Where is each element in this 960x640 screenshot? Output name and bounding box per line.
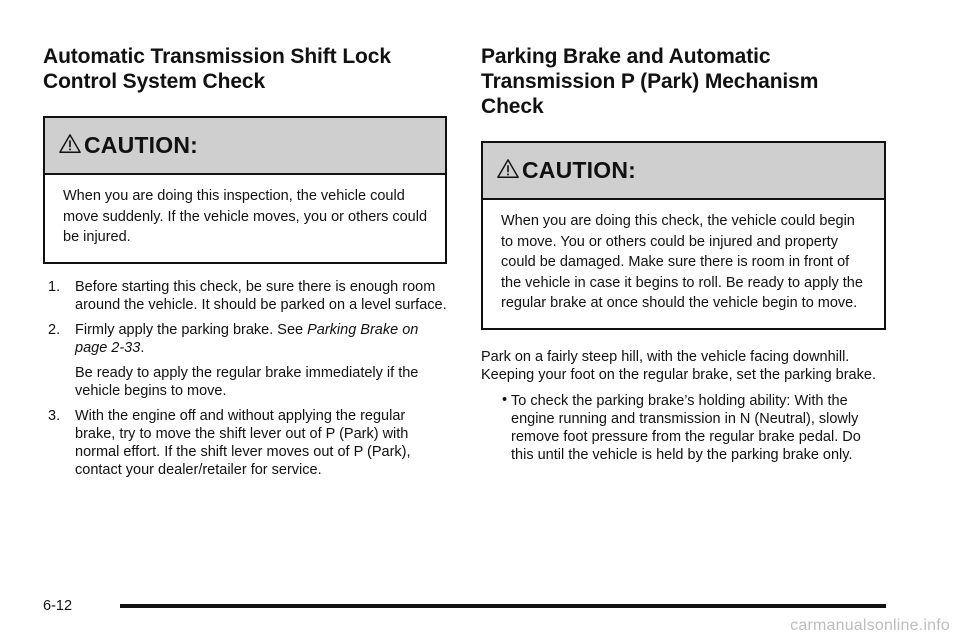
step-note: Be ready to apply the regular brake immediately if the vehicle begins to move. bbox=[75, 364, 419, 399]
footer-divider bbox=[120, 604, 886, 608]
section-heading-parking-brake: Parking Brake and Automatic Transmission P (Park) Mechanism Check bbox=[481, 45, 819, 118]
caution-box bbox=[481, 141, 886, 330]
section-heading-shift-lock: Automatic Transmission Shift Lock Control System Check bbox=[43, 45, 391, 93]
caution-box bbox=[43, 116, 447, 264]
check-steps bbox=[43, 278, 447, 357]
caution-title: CAUTION: bbox=[522, 157, 637, 183]
caution-header bbox=[45, 118, 445, 175]
left-column bbox=[43, 44, 447, 486]
check-steps-continued bbox=[43, 407, 447, 479]
watermark: carmanualsonline.info bbox=[790, 617, 950, 634]
cross-reference-link[interactable]: Parking Brake on page 2-33 bbox=[75, 321, 419, 356]
list-item: 1. Before starting this check, be sure there is enough room around the vehicle. It should be parked on a level surface. bbox=[48, 278, 447, 313]
list-item: • To check the parking brake’s holding ability: With the engine running and transmission in N (Neutral), slowly remove foot pressure from the regular brake pedal. Do this until the vehicle is held by the parking brake only. bbox=[502, 391, 861, 463]
intro-paragraph: Park on a fairly steep hill, with the vehicle facing downhill. Keeping your foot on the regular brake, set the parking brake. bbox=[481, 348, 876, 383]
caution-text: When you are doing this check, the vehicle could begin to move. You or others could be injured and property could be damaged. Make sure there is room in front of the vehicle in case it begins to roll. Be ready to apply the regular brake at once should the vehicle begin to move. bbox=[501, 213, 863, 311]
list-item: 3. With the engine off and without applying the regular brake, try to move the shift lever out of P (Park) with normal effort. If the shift lever moves out of P (Park), contact your dealer/retailer for service. bbox=[48, 407, 411, 478]
right-column bbox=[481, 44, 886, 464]
caution-text: When you are doing this inspection, the vehicle could move suddenly. If the vehicle moves, you or others could be injured. bbox=[63, 188, 428, 245]
bullet-list bbox=[481, 392, 886, 464]
warning-triangle-icon bbox=[59, 133, 81, 155]
warning-triangle-icon bbox=[497, 158, 519, 180]
bullet-icon: • bbox=[502, 391, 508, 408]
caution-header bbox=[483, 143, 884, 200]
list-item: 2. Firmly apply the parking brake. See Parking Brake on page 2-33. bbox=[48, 321, 419, 356]
page-number: 6-12 bbox=[43, 598, 73, 614]
caution-title: CAUTION: bbox=[84, 132, 199, 158]
